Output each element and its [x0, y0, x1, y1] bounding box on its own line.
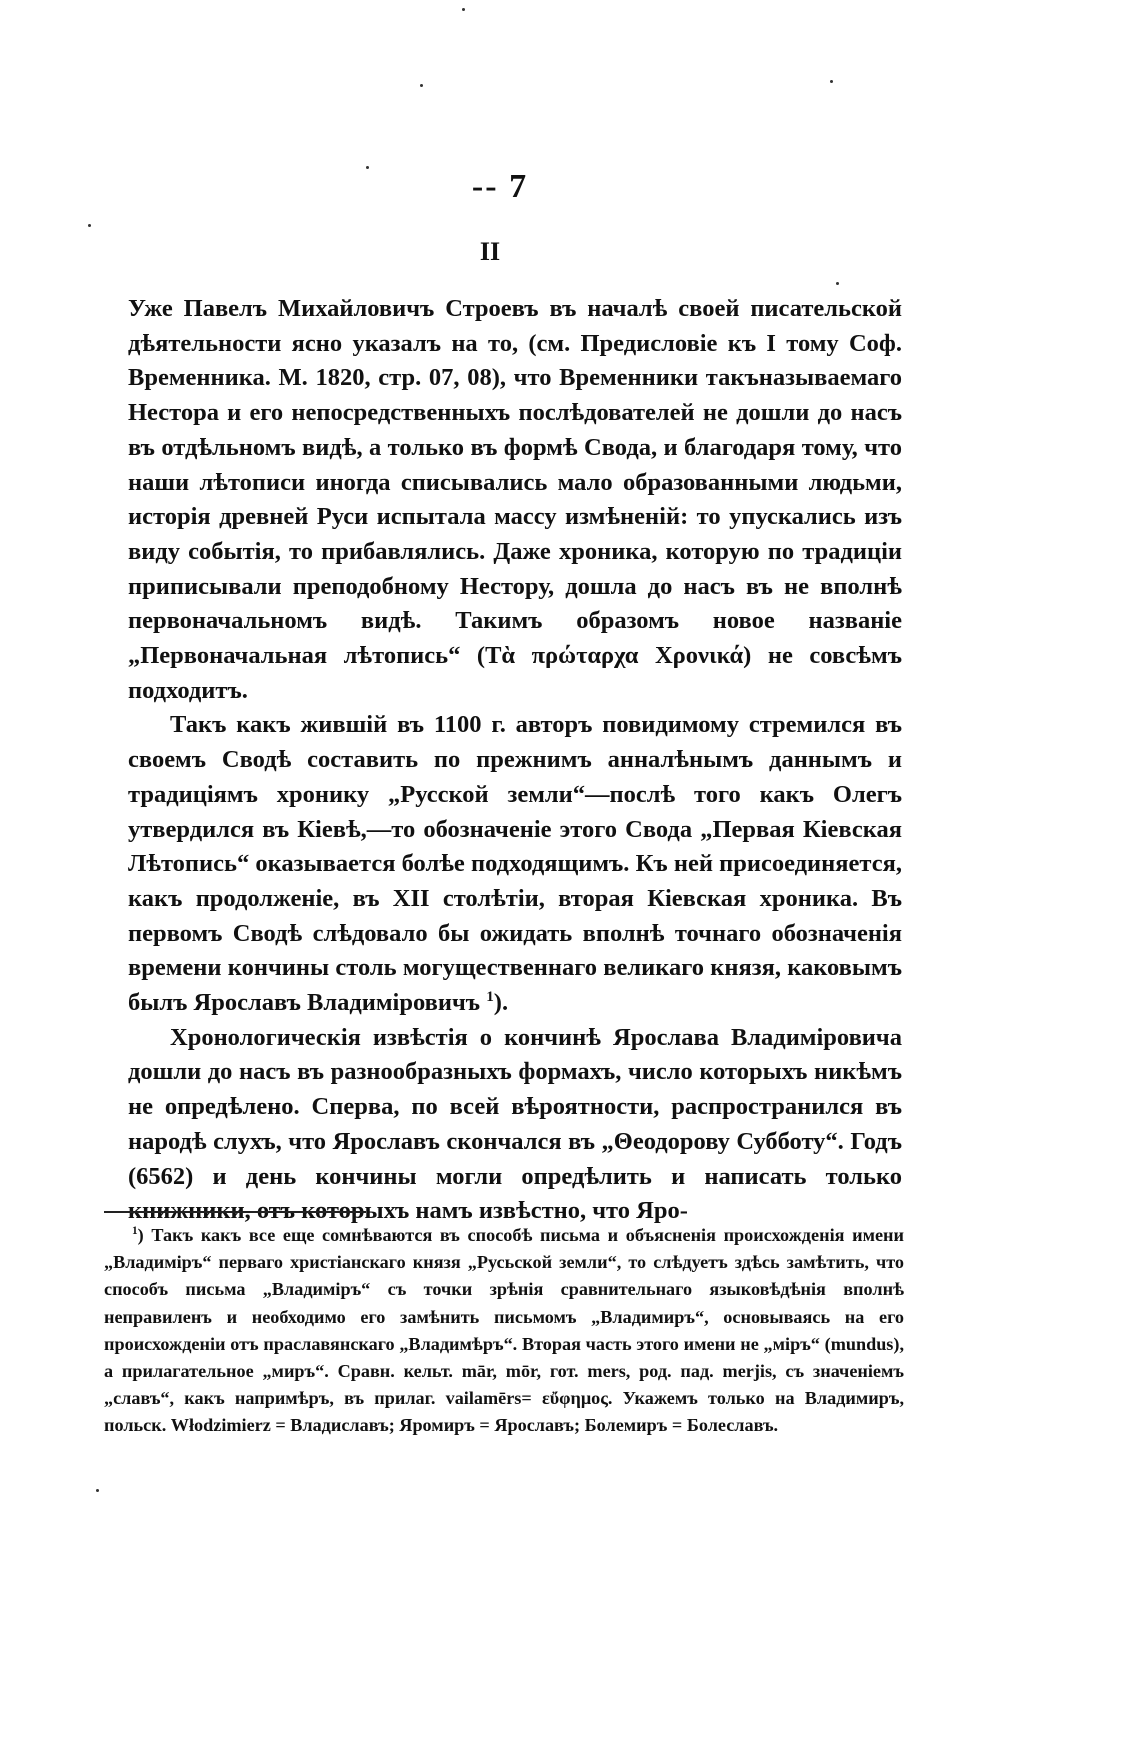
footnote-1: [104, 1222, 904, 1440]
scan-speck: [88, 224, 91, 227]
main-text: [128, 292, 902, 1229]
scan-speck: [836, 282, 839, 285]
paragraph-2-end: ).: [493, 989, 509, 1017]
scan-speck: [420, 84, 423, 87]
paragraph-3: Хронологическія извѣстія о кончинѣ Ярослава Владиміровича дошли до насъ въ разнообразныхъ формахъ, число которыхъ никѣмъ не опредѣлено. Сперва, по всей вѣроятности, распространился въ народѣ слухъ, что Ярославъ скончался въ „Θеодорову Субботу“. Годъ (6562) и день кончины могли опредѣлить и написать только книжники, отъ которыхъ намъ извѣстно, что Яро-: [128, 1023, 902, 1225]
paragraph-2-text: Такъ какъ жившій въ 1100 г. авторъ повидимому стремился въ своемъ Сводѣ составить по прежнимъ анналѣнымъ даннымъ и традиціямъ хронику „Русской земли“—послѣ того какъ Олегъ утвердился въ Кіевѣ,—то обозначеніе этого Свода „Первая Кіевская Лѣтопись“ оказывается болѣе подходящимъ. Къ ней присоединяется, какъ продолженіе, въ XII столѣтіи, вторая Кіевская хроника. Въ первомъ Сводѣ слѣдовало бы ожидать вполнѣ точнаго обозначенія времени кончины столь могущественнаго великаго князя, каковымъ былъ Ярославъ Владиміровичъ: [128, 711, 902, 1017]
footnote-reference[interactable]: 1: [486, 987, 494, 1005]
section-heading: II: [479, 237, 501, 266]
scan-speck: [366, 166, 369, 169]
footnote-text: ) Такъ какъ все еще сомнѣваются въ способѣ письма и объясненія происхожденія имени „Владиміръ“ перваго христіанскаго князя „Русьской земли“, то слѣдуетъ здѣсь замѣтить, что способъ письма „Владиміръ“ съ точки зрѣнія сравнительнаго языковѣдѣнія вполнѣ неправиленъ и необходимо его замѣнить письмомъ „Владимиръ“, основываясь на его происхожденіи отъ праславянскаго „Владимѣръ“. Вторая часть этого имени не „міръ“ (mundus), а прилагательное „миръ“. Сравн. кельт. mār, mōr, гот. mers, род. пад. merjis, съ значеніемъ „славъ“, какъ напримѣръ, въ прилаг. vailamērs= εὔφημος. Укажемъ только на Владимиръ, польск. Włodzimierz = Владиславъ; Яромиръ = Ярославъ; Болемиръ = Болеславъ.: [104, 1225, 904, 1436]
scan-speck: [462, 8, 465, 11]
paragraph-1: Уже Павелъ Михайловичъ Строевъ въ началѣ своей писательской дѣятельности ясно указалъ на то, (см. Предисловіе къ I тому Соф. Временника. М. 1820, стр. 07, 08), что Временники такъназываемаго Нестора и его непосредственныхъ послѣдователей не дошли до насъ въ отдѣльномъ видѣ, а только въ формѣ Свода, и благодаря тому, что наши лѣтописи иногда списывались мало образованными людьми, исторія древней Руси испытала массу измѣненій: то упускались изъ виду событія, то прибавлялись. Даже хроника, которую по традиціи приписывали преподобному Нестору, дошла до насъ въ не вполнѣ первоначальномъ видѣ. Такимъ образомъ новое названіе „Первоначальная лѣтопись“ (Τὰ πρώταρχα Χρονικά) не совсѣмъ подходитъ.: [128, 295, 902, 704]
footnote-divider: [104, 1211, 366, 1213]
paragraph-2: [128, 708, 902, 1020]
footnote-marker: 1: [132, 1224, 138, 1237]
scan-speck: [96, 1489, 99, 1492]
page-number: -- 7: [471, 168, 529, 205]
scan-speck: [830, 80, 833, 83]
footnote-section: [104, 1222, 904, 1440]
